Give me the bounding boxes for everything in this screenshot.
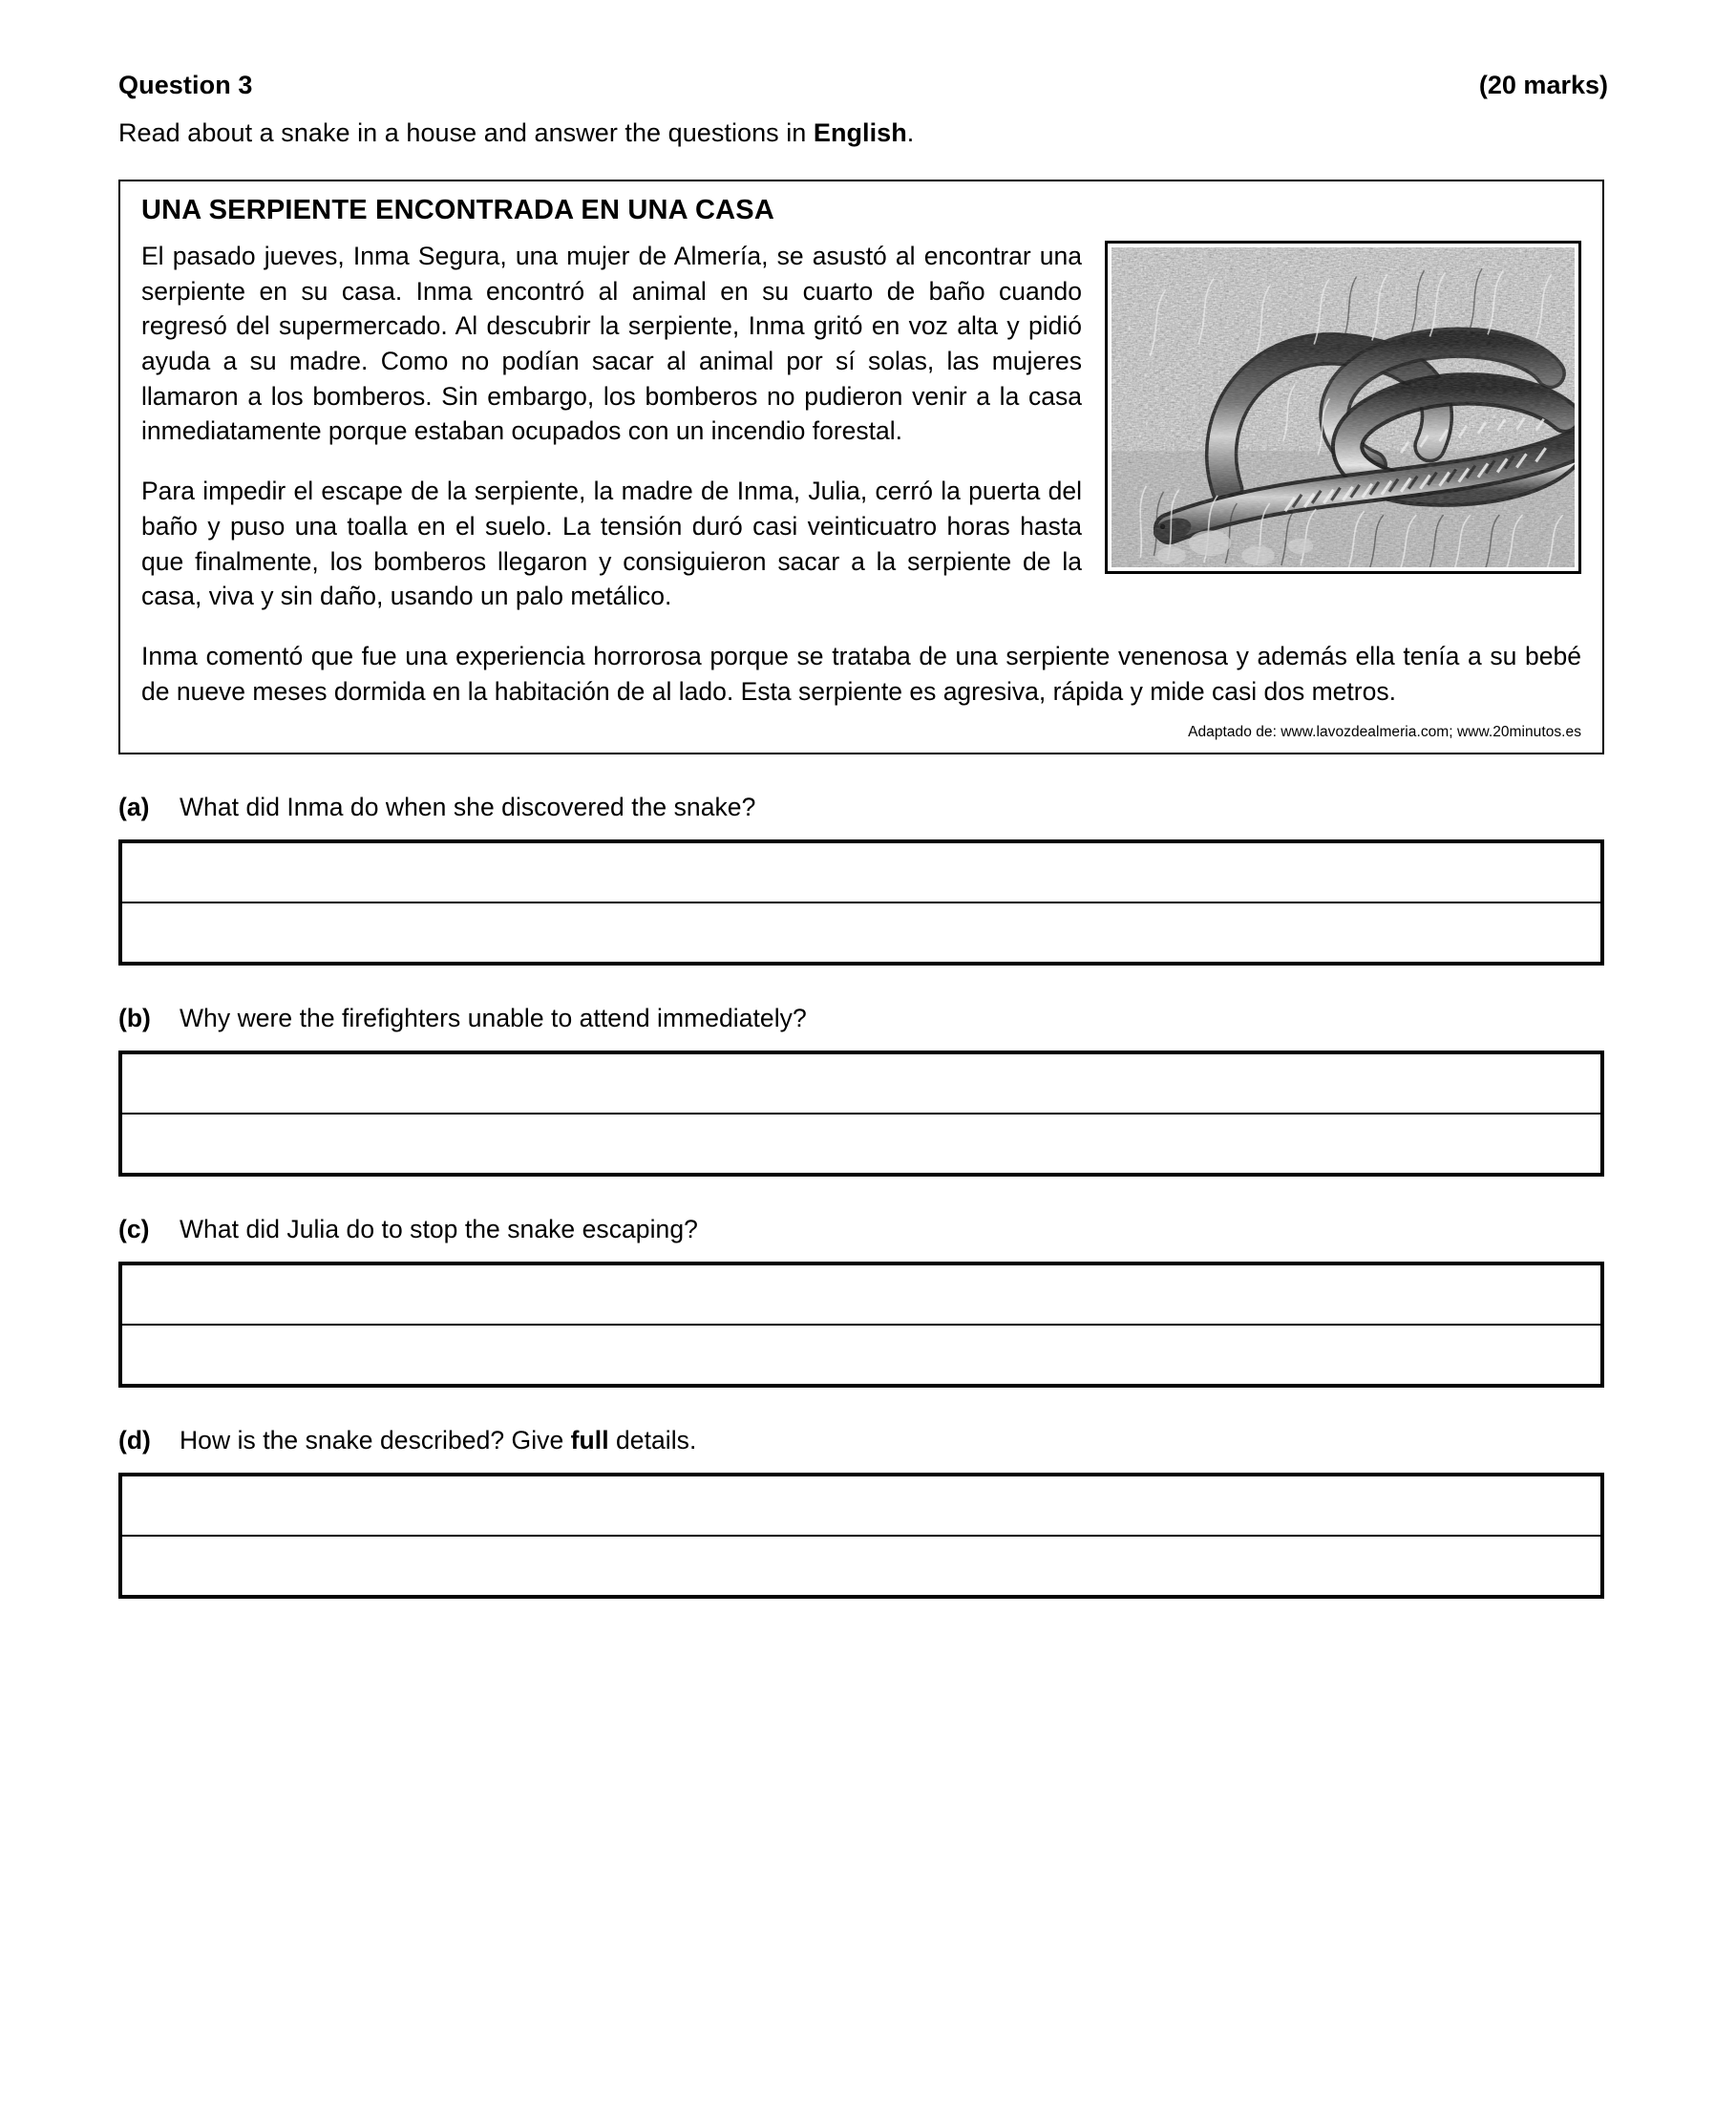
answer-line-c-2[interactable] [122,1326,1600,1384]
question-d-emphasis: full [570,1426,609,1455]
question-d [118,1426,1608,1599]
question-d-label: (d) [118,1426,151,1455]
passage-title: UNA SERPIENTE ENCONTRADA EN UNA CASA [141,195,774,225]
answer-line-a-2[interactable] [122,903,1600,962]
answer-line-c-1[interactable] [122,1265,1600,1326]
passage-source: Adaptado de: www.lavozdealmeria.com; www.20minutos.es [1188,724,1581,741]
answer-line-d-1[interactable] [122,1476,1600,1537]
page-title: Question 3 [118,71,253,99]
instruction-text-post: . [906,118,915,147]
passage-paragraph-2: Para impedir el escape de la serpiente, la madre de Inma, Julia, cerró la puerta del baño y puso una toalla en el suelo. La tensión duró casi veinticuatro horas hasta que finalmente, los bomberos llegaron y consiguieron sacar a la serpiente de la casa, viva y sin daño, usando un palo metálico. [141,477,1082,611]
question-d-text-pre: How is the snake described? Give [180,1426,571,1455]
marks-label: (20 marks) [1478,71,1608,99]
answer-line-b-1[interactable] [122,1054,1600,1115]
snake-photo-frame [1105,241,1581,574]
answer-box-d[interactable] [118,1473,1604,1599]
instruction-line [118,118,1608,148]
question-a-label: (a) [118,793,150,822]
answer-line-d-2[interactable] [122,1537,1600,1595]
answer-line-b-2[interactable] [122,1115,1600,1173]
question-d-line [118,1426,1608,1455]
question-a-text: What did Inma do when she discovered the snake? [180,793,756,822]
question-b-label: (b) [118,1004,151,1033]
instruction-text-pre: Read about a snake in a house and answer the questions in [118,118,814,147]
snake-photo [1111,247,1575,567]
question-c [118,1215,1608,1388]
question-c-label: (c) [118,1215,150,1244]
answer-line-a-1[interactable] [122,843,1600,903]
question-a [118,793,1608,966]
page-content [118,0,1608,1599]
question-c-text: What did Julia do to stop the snake escaping? [180,1215,698,1244]
reading-passage-box [118,180,1604,754]
question-a-line [118,793,1608,822]
passage-paragraph-1: El pasado jueves, Inma Segura, una mujer de Almería, se asustó al encontrar una serpiente en su casa. Inma encontró al animal en su cuarto de baño cuando regresó del supermercado. Al descubrir la serpiente, Inma gritó en voz alta y pidió ayuda a su madre. Como no podían sacar al animal por sí solas, las mujeres llamaron a los bomberos. Sin embargo, los bomberos no pudieron venir a la casa inmediatamente porque estaban ocupados con un incendio forestal. [141,242,1082,446]
passage-body [141,239,1581,741]
page-header [118,0,1608,100]
answer-box-b[interactable] [118,1051,1604,1177]
question-b-line [118,1004,1608,1033]
question-d-text [180,1426,696,1455]
passage-paragraph-3: Inma comentó que fue una experiencia horrorosa porque se trataba de una serpiente venenosa y además ella tenía a su bebé de nueve meses dormida en la habitación de al lado. Esta serpiente es agresiva, rápida y mide casi dos metros. [141,641,1581,706]
question-c-line [118,1215,1608,1244]
question-d-text-post: details. [608,1426,697,1455]
question-b-text: Why were the firefighters unable to attend immediately? [180,1004,807,1033]
answer-box-c[interactable] [118,1262,1604,1388]
answer-box-a[interactable] [118,839,1604,966]
instruction-language: English [813,118,907,147]
question-b [118,1004,1608,1177]
